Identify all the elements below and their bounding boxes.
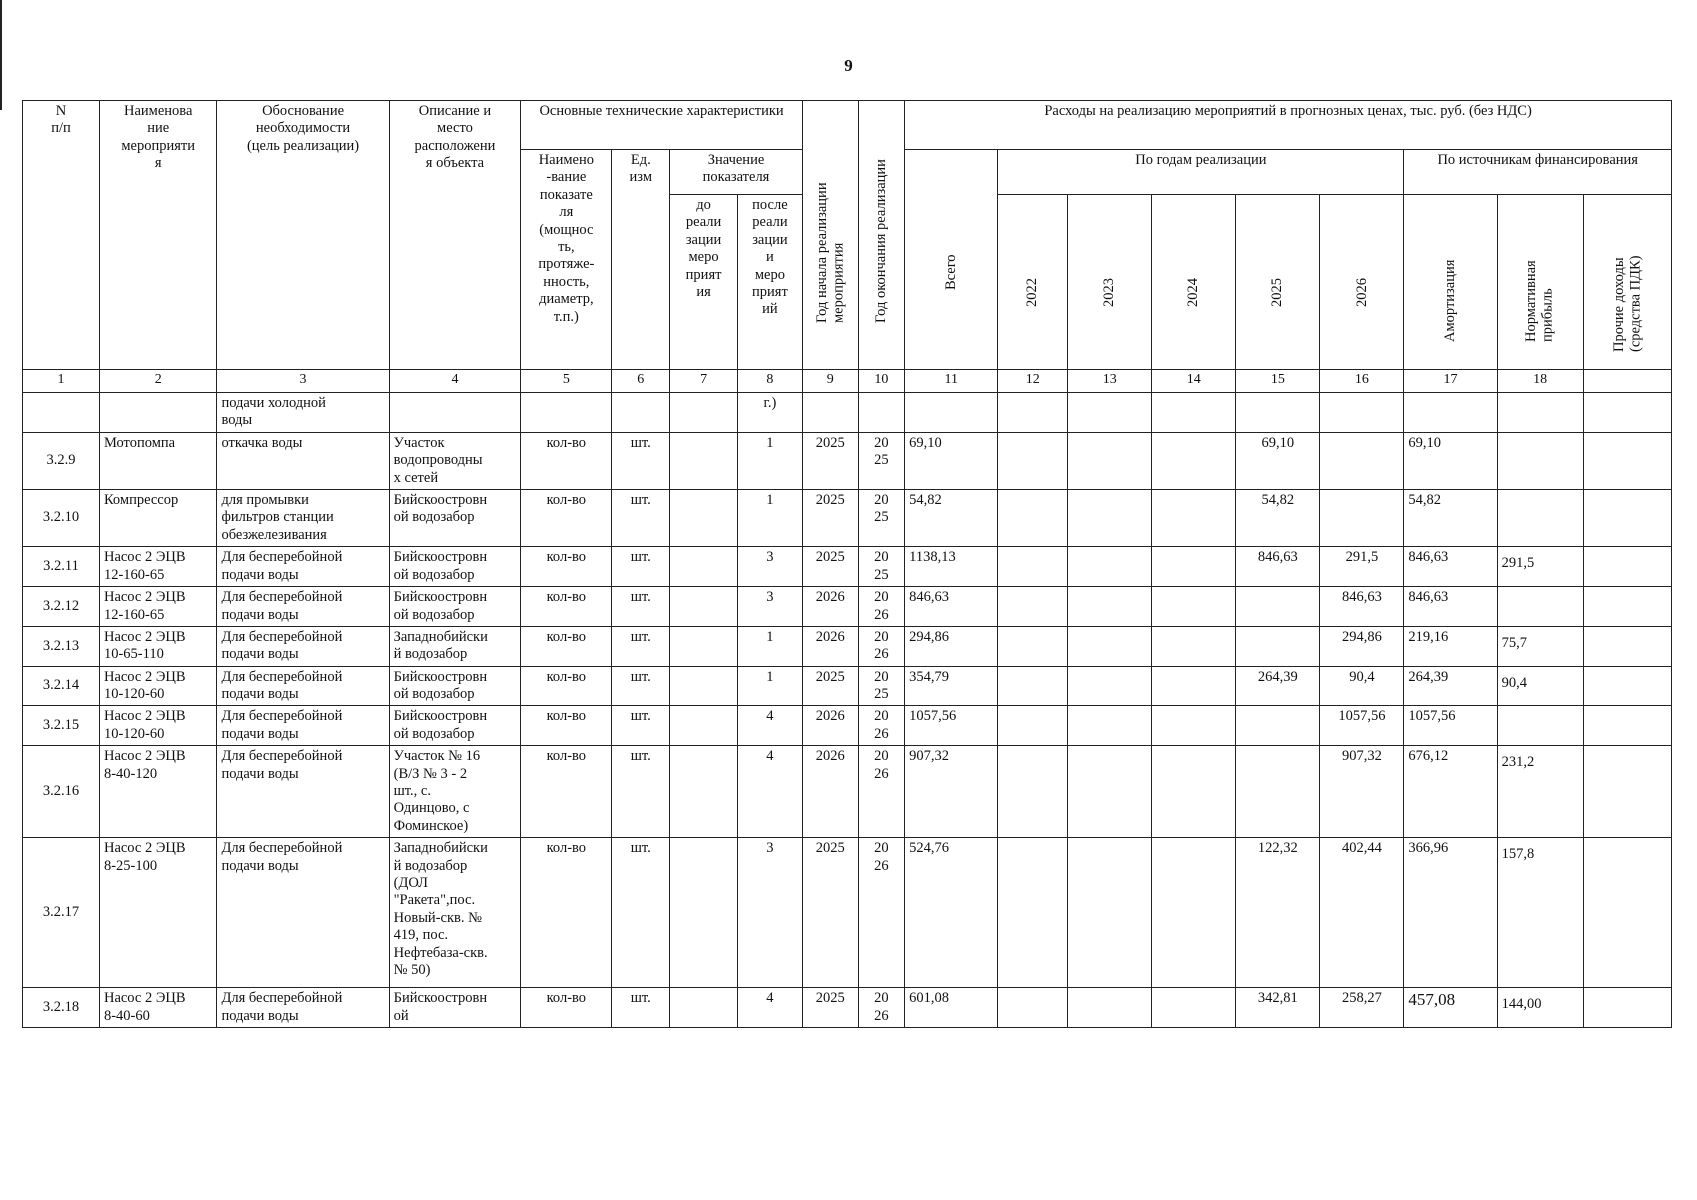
row-2026: 294,86 — [1320, 626, 1404, 666]
row-number: 3.2.16 — [23, 746, 100, 838]
row-location: Бийскоостровн ой водозабор — [389, 547, 521, 587]
row-indicator: кол-во — [521, 432, 612, 489]
row-number: 3.2.18 — [23, 988, 100, 1028]
row-2024 — [1152, 432, 1236, 489]
continuation-purpose: подачи холодной воды — [217, 393, 389, 433]
row-before — [670, 489, 738, 546]
row-amortization: 264,39 — [1404, 666, 1497, 706]
row-location: Участок водопроводны х сетей — [389, 432, 521, 489]
row-profit — [1497, 489, 1583, 546]
row-2022 — [998, 838, 1068, 988]
row-amortization: 1057,56 — [1404, 706, 1497, 746]
row-before — [670, 432, 738, 489]
row-before — [670, 626, 738, 666]
row-indicator: кол-во — [521, 838, 612, 988]
row-2024 — [1152, 626, 1236, 666]
row-number: 3.2.12 — [23, 587, 100, 627]
row-number: 3.2.11 — [23, 547, 100, 587]
table-body — [23, 370, 1672, 1028]
row-purpose: Для бесперебойной подачи воды — [217, 988, 389, 1028]
row-after: 4 — [737, 988, 802, 1028]
header-total: Всего — [942, 253, 959, 290]
table-row — [23, 706, 1672, 746]
row-name: Насос 2 ЭЦВ 10-120-60 — [99, 666, 216, 706]
row-other — [1583, 432, 1671, 489]
row-total: 69,10 — [905, 432, 998, 489]
row-2026: 258,27 — [1320, 988, 1404, 1028]
row-end-year: 20 25 — [858, 432, 905, 489]
row-2024 — [1152, 988, 1236, 1028]
scan-border-mark — [0, 0, 2, 110]
row-purpose: Для бесперебойной подачи воды — [217, 746, 389, 838]
row-indicator: кол-во — [521, 706, 612, 746]
column-index-cell: 13 — [1068, 370, 1152, 393]
table-row — [23, 587, 1672, 627]
row-total: 1138,13 — [905, 547, 998, 587]
row-unit: шт. — [612, 489, 670, 546]
row-name: Насос 2 ЭЦВ 8-25-100 — [99, 838, 216, 988]
row-other — [1583, 587, 1671, 627]
row-end-year: 20 26 — [858, 838, 905, 988]
row-profit — [1497, 587, 1583, 627]
row-2023 — [1068, 666, 1152, 706]
row-start-year: 2026 — [802, 587, 858, 627]
row-location: Бийскоостровн ой — [389, 988, 521, 1028]
row-after: 4 — [737, 706, 802, 746]
row-2022 — [998, 626, 1068, 666]
row-total: 524,76 — [905, 838, 998, 988]
table-row — [23, 432, 1672, 489]
table-row — [23, 666, 1672, 706]
row-profit: 291,5 — [1497, 547, 1583, 587]
row-end-year: 20 25 — [858, 547, 905, 587]
row-total: 846,63 — [905, 587, 998, 627]
row-total: 54,82 — [905, 489, 998, 546]
row-purpose: Для бесперебойной подачи воды — [217, 587, 389, 627]
row-total: 907,32 — [905, 746, 998, 838]
row-other — [1583, 706, 1671, 746]
header-year-2026: 2026 — [1353, 278, 1370, 307]
row-2026 — [1320, 489, 1404, 546]
header-unit: Ед. изм — [612, 150, 670, 370]
row-2025: 54,82 — [1236, 489, 1320, 546]
row-location: Бийскоостровн ой водозабор — [389, 666, 521, 706]
row-before — [670, 746, 738, 838]
row-2025: 69,10 — [1236, 432, 1320, 489]
row-2025: 342,81 — [1236, 988, 1320, 1028]
row-purpose: Для бесперебойной подачи воды — [217, 626, 389, 666]
row-profit: 75,7 — [1497, 626, 1583, 666]
row-location: Западнобийски й водозабор (ДОЛ "Ракета",пос. Новый-скв. № 419, пос. Нефтебаза-скв. № 50) — [389, 838, 521, 988]
row-2025 — [1236, 746, 1320, 838]
row-unit: шт. — [612, 988, 670, 1028]
row-end-year: 20 25 — [858, 489, 905, 546]
row-name: Насос 2 ЭЦВ 8-40-120 — [99, 746, 216, 838]
row-total: 354,79 — [905, 666, 998, 706]
row-amortization: 366,96 — [1404, 838, 1497, 988]
row-location: Участок № 16 (В/З № 3 - 2 шт., с. Одинцово, с Фоминское) — [389, 746, 521, 838]
row-2026 — [1320, 432, 1404, 489]
row-amortization: 219,16 — [1404, 626, 1497, 666]
row-other — [1583, 988, 1671, 1028]
row-start-year: 2026 — [802, 706, 858, 746]
row-after: 1 — [737, 626, 802, 666]
header-value-group: Значение показателя — [670, 150, 803, 195]
header-end-year: Год окончания реализации — [873, 158, 889, 323]
row-2023 — [1068, 988, 1152, 1028]
column-index-cell: 10 — [858, 370, 905, 393]
header-costs-group: Расходы на реализацию мероприятий в прогнозных ценах, тыс. руб. (без НДС) — [905, 101, 1672, 150]
row-start-year: 2025 — [802, 838, 858, 988]
row-2026: 291,5 — [1320, 547, 1404, 587]
continuation-row — [23, 393, 1672, 433]
row-unit: шт. — [612, 706, 670, 746]
row-start-year: 2026 — [802, 746, 858, 838]
column-index-cell: 15 — [1236, 370, 1320, 393]
row-2026: 90,4 — [1320, 666, 1404, 706]
header-amortization: Амортизация — [1442, 259, 1459, 342]
header-year-2023: 2023 — [1101, 278, 1118, 307]
row-before — [670, 666, 738, 706]
row-after: 3 — [737, 547, 802, 587]
table-row — [23, 746, 1672, 838]
row-unit: шт. — [612, 432, 670, 489]
row-2024 — [1152, 746, 1236, 838]
row-before — [670, 587, 738, 627]
row-end-year: 20 26 — [858, 746, 905, 838]
row-purpose: Для бесперебойной подачи воды — [217, 838, 389, 988]
row-other — [1583, 626, 1671, 666]
row-indicator: кол-во — [521, 547, 612, 587]
table-row — [23, 626, 1672, 666]
column-index-cell: 12 — [998, 370, 1068, 393]
row-2023 — [1068, 838, 1152, 988]
row-number: 3.2.10 — [23, 489, 100, 546]
row-purpose: Для бесперебойной подачи воды — [217, 547, 389, 587]
row-name: Насос 2 ЭЦВ 8-40-60 — [99, 988, 216, 1028]
row-2023 — [1068, 626, 1152, 666]
row-name: Насос 2 ЭЦВ 10-120-60 — [99, 706, 216, 746]
header-after: после реали зации и меро прият ий — [737, 195, 802, 370]
row-other — [1583, 666, 1671, 706]
row-profit: 231,2 — [1497, 746, 1583, 838]
row-end-year: 20 26 — [858, 587, 905, 627]
row-location: Бийскоостровн ой водозабор — [389, 489, 521, 546]
row-amortization: 846,63 — [1404, 587, 1497, 627]
column-index-cell: 16 — [1320, 370, 1404, 393]
row-2024 — [1152, 587, 1236, 627]
header-tech-group: Основные технические характеристики — [521, 101, 803, 150]
row-number: 3.2.17 — [23, 838, 100, 988]
row-before — [670, 988, 738, 1028]
row-before — [670, 706, 738, 746]
row-purpose: Для бесперебойной подачи воды — [217, 666, 389, 706]
row-2025: 264,39 — [1236, 666, 1320, 706]
row-purpose: Для бесперебойной подачи воды — [217, 706, 389, 746]
row-after: 3 — [737, 838, 802, 988]
row-2026: 846,63 — [1320, 587, 1404, 627]
header-other-income: Прочие доходы (средства ПДК) — [1610, 255, 1644, 352]
table-row — [23, 988, 1672, 1028]
row-2022 — [998, 489, 1068, 546]
row-purpose: откачка воды — [217, 432, 389, 489]
header-purpose: Обоснование необходимости (цель реализации) — [217, 101, 389, 370]
row-profit — [1497, 432, 1583, 489]
row-indicator: кол-во — [521, 587, 612, 627]
row-2022 — [998, 746, 1068, 838]
row-unit: шт. — [612, 547, 670, 587]
row-location: Бийскоостровн ой водозабор — [389, 706, 521, 746]
row-after: 1 — [737, 432, 802, 489]
row-2022 — [998, 988, 1068, 1028]
column-index-cell: 4 — [389, 370, 521, 393]
row-start-year: 2025 — [802, 432, 858, 489]
row-profit — [1497, 706, 1583, 746]
row-amortization: 457,08 — [1404, 988, 1497, 1028]
column-index-cell: 11 — [905, 370, 998, 393]
row-before — [670, 838, 738, 988]
row-after: 3 — [737, 587, 802, 627]
row-number: 3.2.15 — [23, 706, 100, 746]
row-2025 — [1236, 706, 1320, 746]
row-2023 — [1068, 746, 1152, 838]
row-2022 — [998, 587, 1068, 627]
column-index-cell: 14 — [1152, 370, 1236, 393]
row-2023 — [1068, 706, 1152, 746]
row-indicator: кол-во — [521, 626, 612, 666]
row-name: Насос 2 ЭЦВ 10-65-110 — [99, 626, 216, 666]
row-location: Бийскоостровн ой водозабор — [389, 587, 521, 627]
table-row — [23, 489, 1672, 546]
page-number: 9 — [844, 56, 853, 75]
row-start-year: 2025 — [802, 988, 858, 1028]
row-2022 — [998, 432, 1068, 489]
header-location: Описание и место расположени я объекта — [389, 101, 521, 370]
row-start-year: 2025 — [802, 666, 858, 706]
row-2024 — [1152, 666, 1236, 706]
header-before: до реали зации меро прият ия — [670, 195, 738, 370]
row-2022 — [998, 706, 1068, 746]
row-2023 — [1068, 489, 1152, 546]
row-total: 601,08 — [905, 988, 998, 1028]
row-end-year: 20 25 — [858, 666, 905, 706]
row-indicator: кол-во — [521, 746, 612, 838]
row-before — [670, 547, 738, 587]
continuation-after: г.) — [737, 393, 802, 433]
row-2024 — [1152, 838, 1236, 988]
row-amortization: 676,12 — [1404, 746, 1497, 838]
row-end-year: 20 26 — [858, 626, 905, 666]
column-index-cell: 9 — [802, 370, 858, 393]
header-n: N п/п — [23, 101, 100, 370]
column-index-row — [23, 370, 1672, 393]
row-2025 — [1236, 626, 1320, 666]
row-name: Насос 2 ЭЦВ 12-160-65 — [99, 547, 216, 587]
column-index-cell: 18 — [1497, 370, 1583, 393]
row-location: Западнобийски й водозабор — [389, 626, 521, 666]
row-end-year: 20 26 — [858, 988, 905, 1028]
column-index-cell — [1583, 370, 1671, 393]
row-2025 — [1236, 587, 1320, 627]
row-number: 3.2.14 — [23, 666, 100, 706]
row-unit: шт. — [612, 666, 670, 706]
row-after: 1 — [737, 489, 802, 546]
row-2026: 1057,56 — [1320, 706, 1404, 746]
table-row — [23, 547, 1672, 587]
row-other — [1583, 547, 1671, 587]
row-start-year: 2025 — [802, 547, 858, 587]
column-index-cell: 5 — [521, 370, 612, 393]
row-indicator: кол-во — [521, 666, 612, 706]
row-other — [1583, 838, 1671, 988]
row-number: 3.2.9 — [23, 432, 100, 489]
row-after: 4 — [737, 746, 802, 838]
column-index-cell: 17 — [1404, 370, 1497, 393]
row-profit: 157,8 — [1497, 838, 1583, 988]
column-index-cell: 7 — [670, 370, 738, 393]
row-amortization: 69,10 — [1404, 432, 1497, 489]
row-other — [1583, 489, 1671, 546]
row-2026: 907,32 — [1320, 746, 1404, 838]
row-name: Насос 2 ЭЦВ 12-160-65 — [99, 587, 216, 627]
header-profit: Нормативная прибыль — [1523, 260, 1557, 342]
row-unit: шт. — [612, 626, 670, 666]
row-2025: 122,32 — [1236, 838, 1320, 988]
header-years-group: По годам реализации — [998, 150, 1404, 195]
header-start-year: Год начала реализации мероприятия — [813, 181, 847, 323]
row-2024 — [1152, 489, 1236, 546]
row-2026: 402,44 — [1320, 838, 1404, 988]
row-indicator: кол-во — [521, 489, 612, 546]
header-sources-group: По источникам финансирования — [1404, 150, 1672, 195]
row-indicator: кол-во — [521, 988, 612, 1028]
header-indicator: Наимено -вание показате ля (мощнос ть, протяже- нность, диаметр, т.п.) — [521, 150, 612, 370]
row-amortization: 54,82 — [1404, 489, 1497, 546]
row-2023 — [1068, 432, 1152, 489]
header-year-2022: 2022 — [1024, 278, 1041, 307]
row-2025: 846,63 — [1236, 547, 1320, 587]
row-profit: 90,4 — [1497, 666, 1583, 706]
row-total: 1057,56 — [905, 706, 998, 746]
row-2022 — [998, 666, 1068, 706]
column-index-cell: 6 — [612, 370, 670, 393]
row-unit: шт. — [612, 587, 670, 627]
row-2024 — [1152, 547, 1236, 587]
row-unit: шт. — [612, 746, 670, 838]
row-total: 294,86 — [905, 626, 998, 666]
row-2022 — [998, 547, 1068, 587]
row-2023 — [1068, 547, 1152, 587]
table-header — [23, 101, 1672, 370]
column-index-cell: 3 — [217, 370, 389, 393]
row-2023 — [1068, 587, 1152, 627]
header-year-2024: 2024 — [1185, 278, 1202, 307]
row-after: 1 — [737, 666, 802, 706]
row-name: Мотопомпа — [99, 432, 216, 489]
header-year-2025: 2025 — [1269, 278, 1286, 307]
row-amortization: 846,63 — [1404, 547, 1497, 587]
row-2024 — [1152, 706, 1236, 746]
column-index-cell: 8 — [737, 370, 802, 393]
row-profit: 144,00 — [1497, 988, 1583, 1028]
row-name: Компрессор — [99, 489, 216, 546]
row-end-year: 20 26 — [858, 706, 905, 746]
table-row — [23, 838, 1672, 988]
header-name: Наименова ние мероприяти я — [99, 101, 216, 370]
column-index-cell: 2 — [99, 370, 216, 393]
investment-table — [22, 100, 1672, 1028]
row-purpose: для промывки фильтров станции обезжелезивания — [217, 489, 389, 546]
row-start-year: 2025 — [802, 489, 858, 546]
row-start-year: 2026 — [802, 626, 858, 666]
row-unit: шт. — [612, 838, 670, 988]
column-index-cell: 1 — [23, 370, 100, 393]
row-number: 3.2.13 — [23, 626, 100, 666]
row-other — [1583, 746, 1671, 838]
